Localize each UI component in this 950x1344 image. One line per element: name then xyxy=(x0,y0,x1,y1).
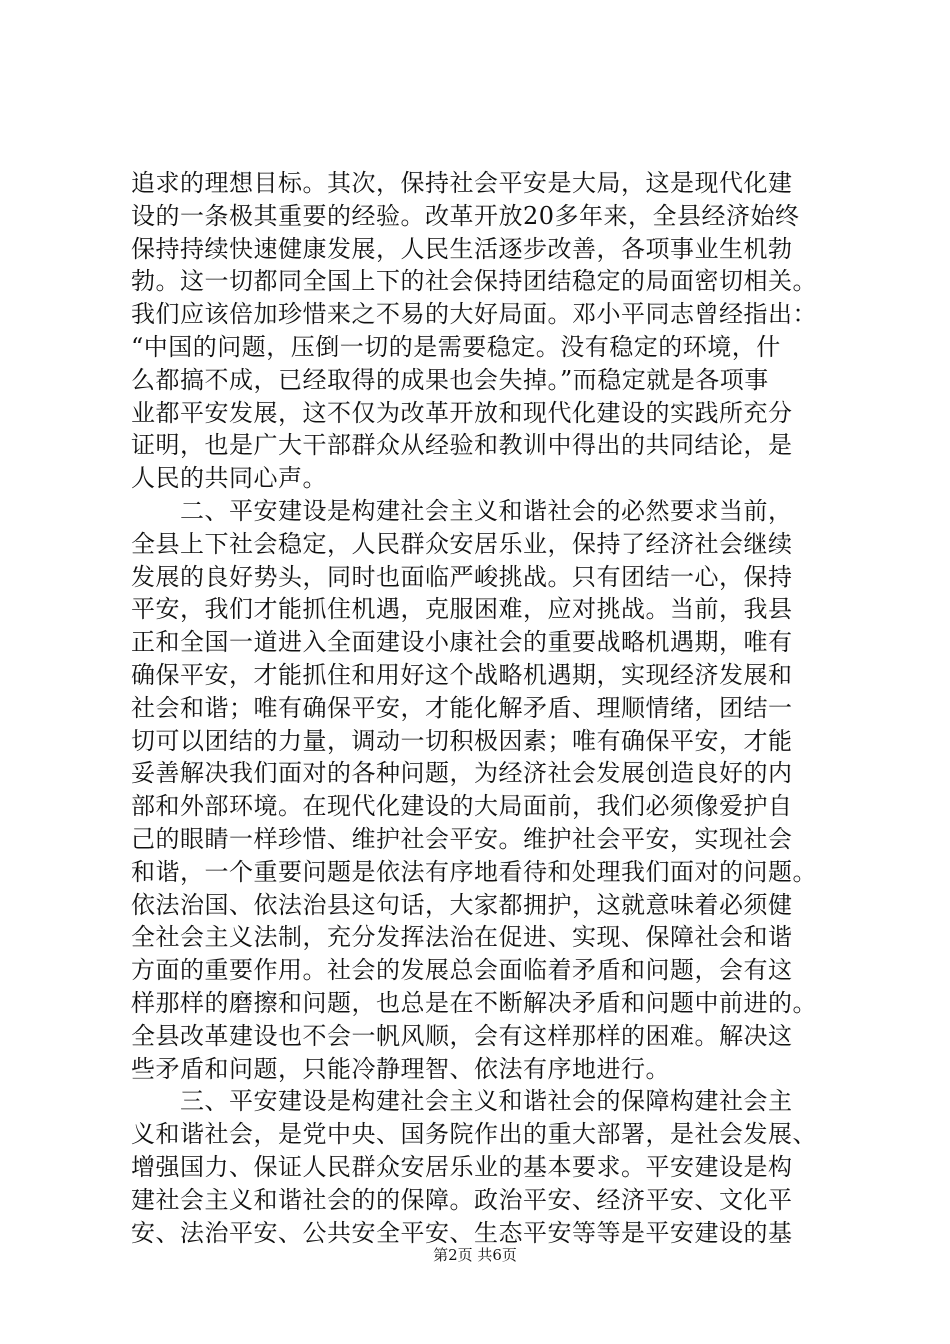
text-line: 部和外部环境。在现代化建设的大局面前，我们必须像爱护自 xyxy=(131,792,793,821)
text-line: 些矛盾和问题，只能冷静理智、依法有序地进行。 xyxy=(131,1054,670,1083)
text-line: 和谐，一个重要问题是依法有序地看待和处理我们面对的问题。 xyxy=(131,857,817,886)
text-line: 我们应该倍加珍惜来之不易的大好局面。邓小平同志曾经指出： xyxy=(131,300,817,329)
text-line: 发展的良好势头，同时也面临严峻挑战。只有团结一心，保持 xyxy=(131,562,793,591)
text-line: 正和全国一道进入全面建设小康社会的重要战略机遇期，唯有 xyxy=(131,628,793,657)
text-line: 增强国力、保证人民群众安居乐业的基本要求。平安建设是构 xyxy=(131,1152,793,1181)
text-line: 人民的共同心声。 xyxy=(131,464,327,493)
text-line: 业都平安发展，这不仅为改革开放和现代化建设的实践所充分 xyxy=(131,398,793,427)
text-line: “中国的问题，压倒一切的是需要稳定。没有稳定的环境，什 xyxy=(131,332,781,361)
text-line: 确保平安，才能抓住和用好这个战略机遇期，实现经济发展和 xyxy=(131,660,793,689)
text-line: 全县上下社会稳定，人民群众安居乐业，保持了经济社会继续 xyxy=(131,529,793,558)
text-line: 追求的理想目标。其次，保持社会平安是大局，这是现代化建 xyxy=(131,169,793,197)
text-line: 二、平安建设是构建社会主义和谐社会的必然要求当前， xyxy=(131,496,793,525)
text-line: 保持持续快速健康发展，人民生活逐步改善，各项事业生机勃 xyxy=(131,234,793,263)
text-line: 社会和谐；唯有确保平安，才能化解矛盾、理顺情绪，团结一 xyxy=(131,693,793,722)
text-line: 安、法治平安、公共安全平安、生态平安等等是平安建设的基 xyxy=(131,1218,793,1247)
text-line: 切可以团结的力量，调动一切积极因素；唯有确保平安，才能 xyxy=(131,726,793,755)
text-line: 建社会主义和谐社会的的保障。政治平安、经济平安、文化平 xyxy=(131,1185,793,1214)
text-line: 平安，我们才能抓住机遇，克服困难，应对挑战。当前，我县 xyxy=(131,595,793,624)
body-text xyxy=(131,167,831,1249)
page-number: 第2页 共6页 xyxy=(433,1246,517,1264)
text-line: 义和谐社会，是党中央、国务院作出的重大部署，是社会发展、 xyxy=(131,1120,817,1149)
page-footer xyxy=(0,1245,950,1265)
text-line: 勃。这一切都同全国上下的社会保持团结稳定的局面密切相关。 xyxy=(131,267,817,296)
text-line: 妥善解决我们面对的各种问题，为经济社会发展创造良好的内 xyxy=(131,759,793,788)
text-line: 三、平安建设是构建社会主义和谐社会的保障构建社会主 xyxy=(131,1087,793,1116)
text-line: 依法治国、依法治县这句话，大家都拥护，这就意味着必须健 xyxy=(131,890,793,919)
text-line: 设的一条极其重要的经验。改革开放20多年来，全县经济始终 xyxy=(131,201,800,230)
text-line: 样那样的磨擦和问题，也总是在不断解决矛盾和问题中前进的。 xyxy=(131,988,817,1017)
text-line: 全县改革建设也不会一帆风顺，会有这样那样的困难。解决这 xyxy=(131,1021,793,1050)
text-line: 全社会主义法制，充分发挥法治在促进、实现、保障社会和谐 xyxy=(131,923,793,952)
text-line: 么都搞不成，已经取得的成果也会失掉。”而稳定就是各项事 xyxy=(131,365,769,394)
text-line: 己的眼睛一样珍惜、维护社会平安。维护社会平安，实现社会 xyxy=(131,824,793,853)
text-line: 证明，也是广大干部群众从经验和教训中得出的共同结论，是 xyxy=(131,431,793,460)
text-line: 方面的重要作用。社会的发展总会面临着矛盾和问题，会有这 xyxy=(131,956,793,985)
